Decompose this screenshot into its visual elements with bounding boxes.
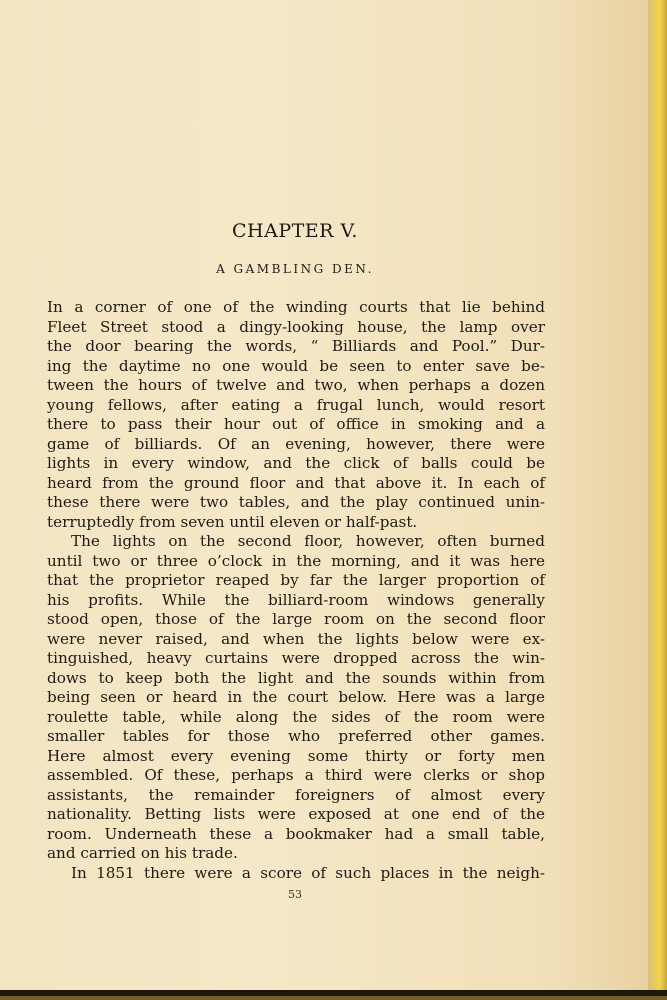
text-line: the door bearing the words, “ Billiards and Pool.” Dur-	[47, 337, 545, 355]
text-line: ing the daytime no one would be seen to enter save be-	[47, 356, 545, 375]
text-line: that the proprietor reaped by far the larger proportion of	[47, 571, 545, 589]
text-line: The lights on the second floor, however, often burned	[71, 532, 545, 550]
text-line: stood open, those of the large room on the second floor	[47, 610, 545, 628]
text-line: being seen or heard in the court below. Here was a large	[47, 688, 545, 706]
text-line: terruptedly from seven until eleven or half-past.	[47, 512, 418, 531]
text-line: assembled. Of these, perhaps a third were clerks or shop	[47, 766, 545, 784]
text-line: lights in every window, and the click of balls could be	[47, 454, 545, 472]
text-line: these there were two tables, and the play continued unin-	[47, 493, 545, 511]
text-line: In a corner of one of the winding courts that lie behind	[47, 298, 545, 316]
text-line: and carried on his trade.	[47, 844, 238, 862]
chapter-subtitle: A GAMBLING DEN.	[216, 262, 374, 276]
text-line: heard from the ground floor and that above it. In each of	[47, 473, 545, 492]
text-line: Here almost every evening some thirty or forty men	[47, 746, 545, 765]
text-line: there to pass their hour out of office in smoking and a	[47, 415, 545, 433]
text-line: tinguished, heavy curtains were dropped across the win-	[47, 649, 545, 667]
page-edge-right	[648, 0, 667, 1000]
text-line: his profits. While the billiard-room windows generally	[47, 590, 545, 609]
text-line: dows to keep both the light and the sounds within from	[47, 668, 545, 687]
text-line: until two or three o’clock in the morning, and it was here	[47, 551, 545, 570]
text-line: assistants, the remainder foreigners of almost every	[47, 785, 545, 804]
text-line: nationality. Betting lists were exposed at one end of the	[47, 805, 545, 823]
text-line: room. Underneath these a bookmaker had a small table,	[47, 824, 545, 843]
text-line: young fellows, after eating a frugal lunch, would resort	[47, 395, 545, 414]
text-line: were never raised, and when the lights below were ex-	[47, 629, 545, 648]
body-text	[47, 298, 545, 883]
text-line: Fleet Street stood a dingy-looking house, the lamp over	[47, 317, 545, 336]
text-line: game of billiards. Of an evening, however, there were	[47, 434, 545, 453]
text-line: tween the hours of twelve and two, when perhaps a dozen	[47, 376, 545, 394]
text-line: roulette table, while along the sides of the room were	[47, 707, 545, 726]
text-line: smaller tables for those who preferred other games.	[47, 727, 545, 745]
text-line: In 1851 there were a score of such places in the neigh-	[71, 863, 545, 882]
chapter-title: CHAPTER V.	[232, 220, 358, 242]
page-edge-bottom	[0, 990, 667, 1000]
page-number: 53	[288, 888, 302, 901]
